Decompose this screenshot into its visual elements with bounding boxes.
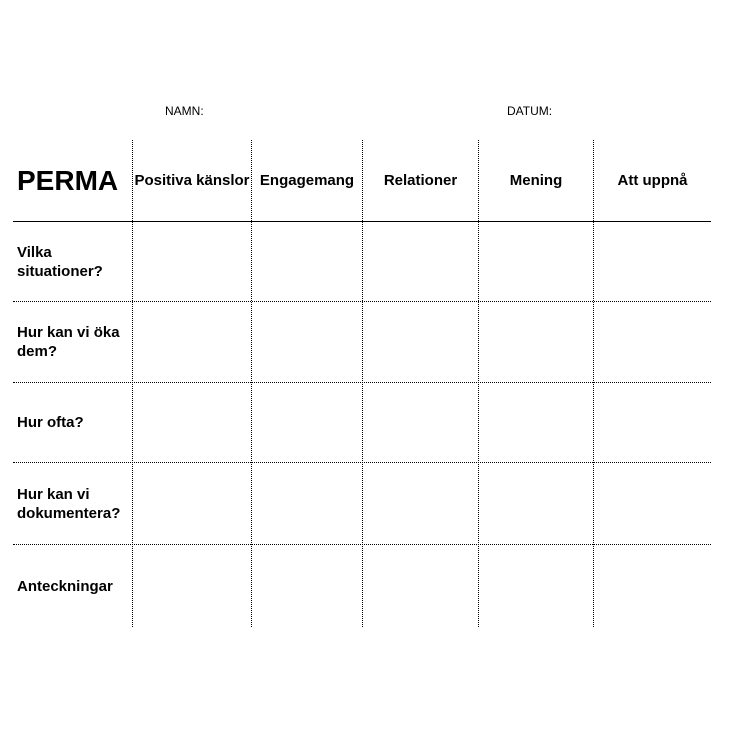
row-label-hur-ofta: Hur ofta? xyxy=(17,414,84,431)
column-header-mening: Mening xyxy=(509,172,563,189)
row-label-anteckningar: Anteckningar xyxy=(17,577,113,595)
column-header-engagemang: Engagemang xyxy=(259,172,355,189)
row-label-hur-kan-vi-dokumentera: Hur kan vi dokumentera? xyxy=(17,485,121,522)
row-label-vilka-situationer: Vilka situationer? xyxy=(17,243,103,280)
row-label-hur-kan-vi-oka-dem: Hur kan vi öka dem? xyxy=(17,324,120,360)
column-divider xyxy=(593,140,594,627)
row-divider xyxy=(13,544,711,545)
column-divider xyxy=(362,140,363,627)
name-label: NAMN: xyxy=(165,104,204,118)
date-label: DATUM: xyxy=(507,104,553,118)
row-divider xyxy=(13,301,711,302)
table-title: PERMA xyxy=(17,165,119,196)
column-divider xyxy=(478,140,479,627)
column-header-positiva-kanslor: Positiva känslor xyxy=(134,172,250,189)
header-divider xyxy=(13,221,711,222)
perma-table xyxy=(13,140,711,627)
column-divider xyxy=(251,140,252,627)
row-divider xyxy=(13,382,711,383)
column-header-att-uppna: Att uppnå xyxy=(617,172,688,189)
row-divider xyxy=(13,462,711,463)
column-header-relationer: Relationer xyxy=(383,172,458,189)
column-divider xyxy=(132,140,133,627)
